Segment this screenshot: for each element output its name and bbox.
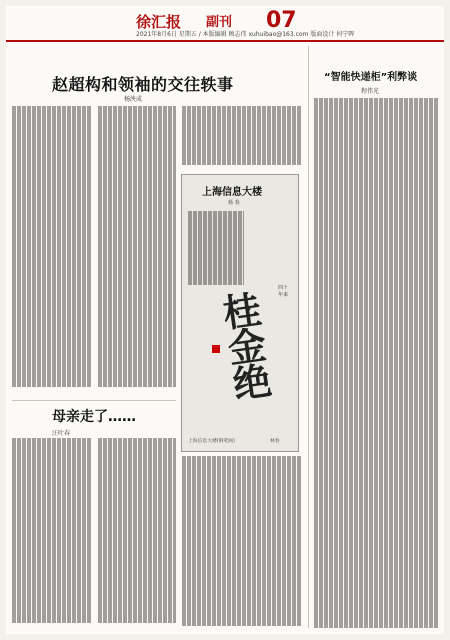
article-author: 汪叶春	[52, 430, 71, 437]
artwork-title: 上海信息大楼	[202, 187, 262, 198]
masthead	[6, 6, 444, 42]
article-body-column	[98, 438, 176, 628]
masthead-info: 2021年8月6日 星期五 / 本版编辑 顾志伟 xuhuibao@163.com 版面设计 何宁晖	[136, 31, 355, 38]
newspaper-page	[6, 6, 444, 634]
article-body-column	[182, 106, 302, 168]
article-body-column	[12, 438, 92, 628]
article-body-column	[182, 456, 302, 628]
article-body-column	[12, 106, 92, 396]
column-divider	[308, 46, 309, 628]
calligraphy: 桂金绝	[220, 286, 275, 408]
artwork-signature: 林春	[270, 439, 280, 444]
artwork-image	[181, 174, 299, 452]
artwork-author: 杨 春	[228, 200, 240, 206]
poem-text	[188, 211, 244, 285]
article-title: 赵超构和领袖的交往轶事	[52, 75, 234, 94]
seal-stamp	[212, 345, 220, 353]
article-title: 母亲走了……	[52, 409, 136, 425]
article-author: 杨泱成	[124, 96, 143, 103]
artwork-side-text: 四十年来	[278, 285, 289, 298]
article-body-column	[314, 98, 438, 628]
section-divider	[12, 400, 176, 401]
article-author: 程伟光	[361, 88, 380, 95]
article-body-column	[98, 106, 176, 396]
newspaper-logo: 徐汇报	[136, 13, 182, 31]
article-title: “智能快递柜”利弊谈	[324, 72, 418, 83]
section-name: 副刊	[206, 15, 233, 30]
page-number: 07	[266, 8, 297, 33]
artwork-caption: 上海信息大楼(钢笔画)	[188, 439, 235, 444]
